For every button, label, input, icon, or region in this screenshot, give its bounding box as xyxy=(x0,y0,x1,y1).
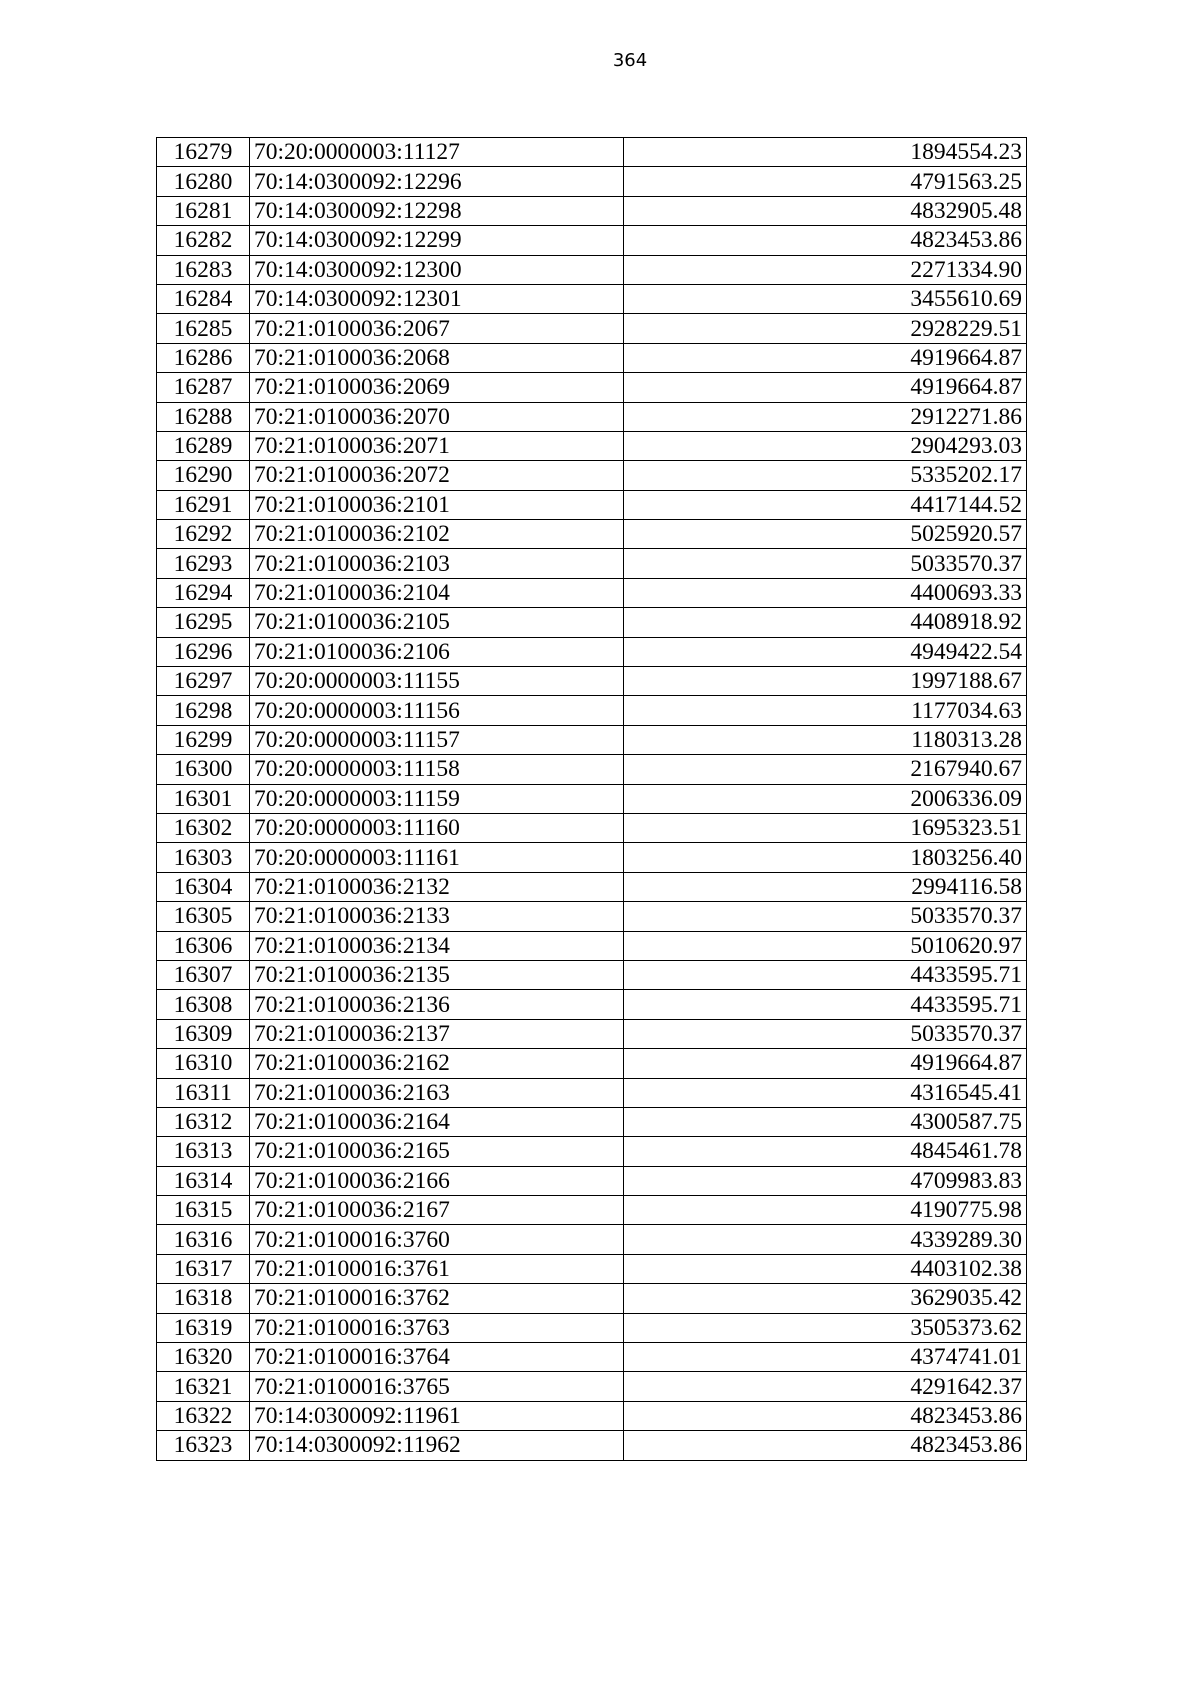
table-row xyxy=(157,1107,1027,1136)
cadastral-value-cell: 2912271.86 xyxy=(624,402,1027,431)
cadastral-number-cell: 70:21:0100036:2101 xyxy=(250,490,624,519)
row-number-cell: 16304 xyxy=(157,872,250,901)
table-row xyxy=(157,755,1027,784)
cadastral-number-cell: 70:21:0100036:2136 xyxy=(250,990,624,1019)
row-number-cell: 16309 xyxy=(157,1019,250,1048)
table-row xyxy=(157,255,1027,284)
table-row xyxy=(157,872,1027,901)
cadastral-number-cell: 70:21:0100036:2163 xyxy=(250,1078,624,1107)
cadastral-number-cell: 70:21:0100036:2134 xyxy=(250,931,624,960)
table-row xyxy=(157,1225,1027,1254)
cadastral-number-cell: 70:21:0100036:2104 xyxy=(250,578,624,607)
cadastral-value-cell: 1997188.67 xyxy=(624,667,1027,696)
cadastral-value-cell: 4433595.71 xyxy=(624,990,1027,1019)
row-number-cell: 16302 xyxy=(157,813,250,842)
cadastral-value-cell: 4408918.92 xyxy=(624,608,1027,637)
cadastral-number-cell: 70:20:0000003:11157 xyxy=(250,725,624,754)
cadastral-number-cell: 70:21:0100036:2132 xyxy=(250,872,624,901)
cadastral-number-cell: 70:14:0300092:12299 xyxy=(250,226,624,255)
cadastral-value-cell: 4374741.01 xyxy=(624,1343,1027,1372)
row-number-cell: 16306 xyxy=(157,931,250,960)
cadastral-number-cell: 70:20:0000003:11160 xyxy=(250,813,624,842)
cadastral-number-cell: 70:21:0100036:2071 xyxy=(250,431,624,460)
row-number-cell: 16290 xyxy=(157,461,250,490)
cadastral-value-cell: 2904293.03 xyxy=(624,431,1027,460)
table-row xyxy=(157,902,1027,931)
row-number-cell: 16305 xyxy=(157,902,250,931)
table-row xyxy=(157,1313,1027,1342)
row-number-cell: 16287 xyxy=(157,373,250,402)
cadastral-value-cell: 4291642.37 xyxy=(624,1372,1027,1401)
table-row xyxy=(157,1431,1027,1460)
row-number-cell: 16319 xyxy=(157,1313,250,1342)
row-number-cell: 16298 xyxy=(157,696,250,725)
cadastral-number-cell: 70:21:0100036:2070 xyxy=(250,402,624,431)
table-row xyxy=(157,1137,1027,1166)
cadastral-value-cell: 1180313.28 xyxy=(624,725,1027,754)
cadastral-value-table xyxy=(156,137,1027,1461)
cadastral-value-cell: 4823453.86 xyxy=(624,226,1027,255)
table-row xyxy=(157,520,1027,549)
cadastral-number-cell: 70:21:0100036:2165 xyxy=(250,1137,624,1166)
page-number: 364 xyxy=(612,50,648,71)
table-row xyxy=(157,1166,1027,1195)
table-row xyxy=(157,1196,1027,1225)
cadastral-value-cell: 5025920.57 xyxy=(624,520,1027,549)
row-number-cell: 16308 xyxy=(157,990,250,1019)
cadastral-number-cell: 70:21:0100036:2105 xyxy=(250,608,624,637)
table-row xyxy=(157,431,1027,460)
cadastral-value-cell: 4403102.38 xyxy=(624,1254,1027,1283)
cadastral-number-cell: 70:21:0100036:2102 xyxy=(250,520,624,549)
cadastral-value-cell: 4832905.48 xyxy=(624,196,1027,225)
row-number-cell: 16323 xyxy=(157,1431,250,1460)
cadastral-value-cell: 3455610.69 xyxy=(624,284,1027,313)
cadastral-number-cell: 70:21:0100036:2106 xyxy=(250,637,624,666)
cadastral-number-cell: 70:20:0000003:11161 xyxy=(250,843,624,872)
cadastral-number-cell: 70:14:0300092:11961 xyxy=(250,1401,624,1430)
cadastral-value-cell: 5033570.37 xyxy=(624,1019,1027,1048)
cadastral-number-cell: 70:21:0100016:3765 xyxy=(250,1372,624,1401)
cadastral-value-cell: 4845461.78 xyxy=(624,1137,1027,1166)
table-row xyxy=(157,138,1027,167)
row-number-cell: 16316 xyxy=(157,1225,250,1254)
table-row xyxy=(157,1019,1027,1048)
row-number-cell: 16314 xyxy=(157,1166,250,1195)
cadastral-value-cell: 4316545.41 xyxy=(624,1078,1027,1107)
cadastral-value-cell: 2928229.51 xyxy=(624,314,1027,343)
cadastral-number-cell: 70:21:0100036:2167 xyxy=(250,1196,624,1225)
row-number-cell: 16281 xyxy=(157,196,250,225)
table-row xyxy=(157,813,1027,842)
row-number-cell: 16311 xyxy=(157,1078,250,1107)
row-number-cell: 16297 xyxy=(157,667,250,696)
cadastral-number-cell: 70:21:0100036:2166 xyxy=(250,1166,624,1195)
cadastral-number-cell: 70:21:0100016:3762 xyxy=(250,1284,624,1313)
cadastral-value-cell: 4190775.98 xyxy=(624,1196,1027,1225)
table-row xyxy=(157,1049,1027,1078)
row-number-cell: 16292 xyxy=(157,520,250,549)
cadastral-value-cell: 5033570.37 xyxy=(624,902,1027,931)
cadastral-number-cell: 70:14:0300092:12298 xyxy=(250,196,624,225)
cadastral-number-cell: 70:20:0000003:11156 xyxy=(250,696,624,725)
table-row xyxy=(157,402,1027,431)
row-number-cell: 16320 xyxy=(157,1343,250,1372)
table-row xyxy=(157,1372,1027,1401)
cadastral-number-cell: 70:20:0000003:11155 xyxy=(250,667,624,696)
row-number-cell: 16291 xyxy=(157,490,250,519)
row-number-cell: 16296 xyxy=(157,637,250,666)
table-row xyxy=(157,167,1027,196)
table-row xyxy=(157,461,1027,490)
cadastral-value-cell: 4339289.30 xyxy=(624,1225,1027,1254)
table-body xyxy=(157,138,1027,1461)
table-row xyxy=(157,1078,1027,1107)
table-row xyxy=(157,373,1027,402)
cadastral-value-cell: 4919664.87 xyxy=(624,373,1027,402)
row-number-cell: 16299 xyxy=(157,725,250,754)
cadastral-number-cell: 70:21:0100036:2068 xyxy=(250,343,624,372)
row-number-cell: 16313 xyxy=(157,1137,250,1166)
cadastral-number-cell: 70:14:0300092:12296 xyxy=(250,167,624,196)
cadastral-number-cell: 70:20:0000003:11159 xyxy=(250,784,624,813)
table-row xyxy=(157,226,1027,255)
table-row xyxy=(157,284,1027,313)
cadastral-value-cell: 4417144.52 xyxy=(624,490,1027,519)
cadastral-value-cell: 2006336.09 xyxy=(624,784,1027,813)
row-number-cell: 16284 xyxy=(157,284,250,313)
cadastral-value-cell: 2167940.67 xyxy=(624,755,1027,784)
cadastral-value-cell: 2994116.58 xyxy=(624,872,1027,901)
cadastral-number-cell: 70:21:0100036:2164 xyxy=(250,1107,624,1136)
table-row xyxy=(157,343,1027,372)
cadastral-value-cell: 4433595.71 xyxy=(624,960,1027,989)
table-row xyxy=(157,637,1027,666)
row-number-cell: 16286 xyxy=(157,343,250,372)
cadastral-value-cell: 2271334.90 xyxy=(624,255,1027,284)
row-number-cell: 16312 xyxy=(157,1107,250,1136)
cadastral-value-cell: 4400693.33 xyxy=(624,578,1027,607)
row-number-cell: 16280 xyxy=(157,167,250,196)
table-row xyxy=(157,578,1027,607)
row-number-cell: 16283 xyxy=(157,255,250,284)
cadastral-number-cell: 70:21:0100036:2133 xyxy=(250,902,624,931)
table-row xyxy=(157,990,1027,1019)
row-number-cell: 16293 xyxy=(157,549,250,578)
table-row xyxy=(157,1284,1027,1313)
cadastral-number-cell: 70:14:0300092:12300 xyxy=(250,255,624,284)
row-number-cell: 16288 xyxy=(157,402,250,431)
cadastral-value-cell: 1803256.40 xyxy=(624,843,1027,872)
table-row xyxy=(157,667,1027,696)
row-number-cell: 16317 xyxy=(157,1254,250,1283)
table-row xyxy=(157,608,1027,637)
cadastral-value-cell: 4791563.25 xyxy=(624,167,1027,196)
row-number-cell: 16295 xyxy=(157,608,250,637)
cadastral-value-cell: 4300587.75 xyxy=(624,1107,1027,1136)
table-row xyxy=(157,725,1027,754)
table-row xyxy=(157,196,1027,225)
table-row xyxy=(157,696,1027,725)
table-row xyxy=(157,1401,1027,1430)
table-row xyxy=(157,490,1027,519)
cadastral-number-cell: 70:21:0100016:3763 xyxy=(250,1313,624,1342)
table-row xyxy=(157,931,1027,960)
cadastral-value-cell: 5010620.97 xyxy=(624,931,1027,960)
table-row xyxy=(157,549,1027,578)
table-row xyxy=(157,314,1027,343)
cadastral-value-cell: 1894554.23 xyxy=(624,138,1027,167)
row-number-cell: 16294 xyxy=(157,578,250,607)
row-number-cell: 16303 xyxy=(157,843,250,872)
row-number-cell: 16315 xyxy=(157,1196,250,1225)
cadastral-number-cell: 70:21:0100036:2103 xyxy=(250,549,624,578)
row-number-cell: 16301 xyxy=(157,784,250,813)
cadastral-number-cell: 70:21:0100036:2137 xyxy=(250,1019,624,1048)
table-row xyxy=(157,1254,1027,1283)
cadastral-number-cell: 70:14:0300092:11962 xyxy=(250,1431,624,1460)
cadastral-value-cell: 5033570.37 xyxy=(624,549,1027,578)
row-number-cell: 16282 xyxy=(157,226,250,255)
cadastral-value-cell: 1695323.51 xyxy=(624,813,1027,842)
cadastral-number-cell: 70:21:0100016:3760 xyxy=(250,1225,624,1254)
cadastral-number-cell: 70:20:0000003:11127 xyxy=(250,138,624,167)
cadastral-value-cell: 4919664.87 xyxy=(624,1049,1027,1078)
table-row xyxy=(157,960,1027,989)
table-row xyxy=(157,1343,1027,1372)
cadastral-number-cell: 70:21:0100036:2067 xyxy=(250,314,624,343)
row-number-cell: 16289 xyxy=(157,431,250,460)
cadastral-value-cell: 3629035.42 xyxy=(624,1284,1027,1313)
cadastral-number-cell: 70:21:0100016:3761 xyxy=(250,1254,624,1283)
row-number-cell: 16321 xyxy=(157,1372,250,1401)
cadastral-value-cell: 4919664.87 xyxy=(624,343,1027,372)
cadastral-value-cell: 4709983.83 xyxy=(624,1166,1027,1195)
cadastral-value-cell: 5335202.17 xyxy=(624,461,1027,490)
table-row xyxy=(157,843,1027,872)
cadastral-number-cell: 70:21:0100036:2069 xyxy=(250,373,624,402)
row-number-cell: 16279 xyxy=(157,138,250,167)
cadastral-number-cell: 70:21:0100036:2162 xyxy=(250,1049,624,1078)
row-number-cell: 16307 xyxy=(157,960,250,989)
table-row xyxy=(157,784,1027,813)
cadastral-value-cell: 3505373.62 xyxy=(624,1313,1027,1342)
cadastral-value-cell: 1177034.63 xyxy=(624,696,1027,725)
row-number-cell: 16310 xyxy=(157,1049,250,1078)
cadastral-value-cell: 4823453.86 xyxy=(624,1401,1027,1430)
cadastral-number-cell: 70:20:0000003:11158 xyxy=(250,755,624,784)
cadastral-value-cell: 4823453.86 xyxy=(624,1431,1027,1460)
row-number-cell: 16322 xyxy=(157,1401,250,1430)
cadastral-number-cell: 70:14:0300092:12301 xyxy=(250,284,624,313)
cadastral-number-cell: 70:21:0100016:3764 xyxy=(250,1343,624,1372)
row-number-cell: 16318 xyxy=(157,1284,250,1313)
cadastral-number-cell: 70:21:0100036:2135 xyxy=(250,960,624,989)
row-number-cell: 16285 xyxy=(157,314,250,343)
cadastral-value-cell: 4949422.54 xyxy=(624,637,1027,666)
row-number-cell: 16300 xyxy=(157,755,250,784)
cadastral-number-cell: 70:21:0100036:2072 xyxy=(250,461,624,490)
